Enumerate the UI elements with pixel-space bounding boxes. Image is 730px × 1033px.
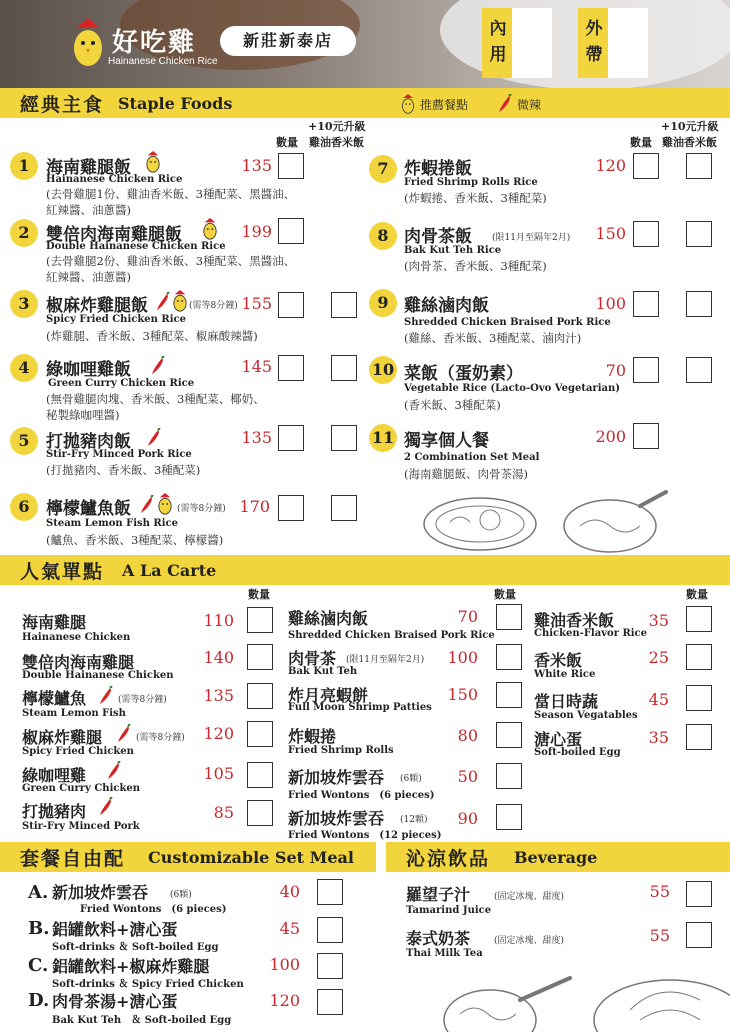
qty-checkbox[interactable] [686, 922, 712, 948]
item-note: (限11月至隔年2月) [346, 655, 425, 665]
item-note: (需等8分鐘) [189, 301, 238, 311]
soup-bowl-illustration [560, 486, 670, 558]
item-name: 打拋豬肉飯 [46, 432, 131, 452]
qty-checkbox[interactable] [278, 218, 304, 244]
item-name-en: Shredded Chicken Braised Pork Rice [288, 630, 495, 641]
qty-header: 數量 [686, 588, 708, 601]
section-title-en: Customizable Set Meal [148, 848, 354, 867]
item-name-en: Green Curry Chicken [22, 783, 141, 794]
item-note: (需等8分鐘) [177, 504, 226, 514]
item-desc: (炸雞腿、香米飯、3種配菜、椒麻酸辣醬) [46, 329, 258, 343]
item-name: 羅望子汁 [406, 885, 471, 904]
chili-icon [155, 292, 171, 312]
item-note: (固定冰塊、甜度) [494, 892, 565, 902]
qty-checkbox[interactable] [686, 724, 712, 750]
item-name-en: Fried Wontons (6 pieces) [288, 790, 435, 801]
upgrade-checkbox[interactable] [686, 291, 712, 317]
item-note: (6顆) [400, 774, 422, 784]
item-price: 135 [203, 686, 234, 705]
item-name-en: Stir-Fry Minced Pork Rice [46, 449, 192, 460]
item-desc: (去骨雞腿1份、雞油香米飯、3種配菜、黑醬油、 [46, 187, 296, 201]
item-price: 80 [457, 726, 478, 745]
item-desc: (炸蝦捲、香米飯、3種配菜) [404, 191, 547, 205]
qty-checkbox[interactable] [278, 292, 304, 318]
item-name: 香米飯 [534, 651, 583, 670]
item-number: 5 [10, 427, 38, 455]
item-name-en: Fried Shrimp Rolls [288, 745, 394, 756]
item-price: 40 [279, 882, 300, 901]
item-name: 肉骨茶飯 [404, 227, 472, 247]
upgrade-checkbox[interactable] [331, 355, 357, 381]
upgrade-header: +10元升級 [661, 120, 719, 133]
item-number: 10 [369, 356, 397, 384]
brand-name: 好吃雞 [112, 28, 197, 58]
item-price: 140 [203, 648, 234, 667]
chili-icon [116, 724, 132, 744]
item-price: 70 [605, 361, 626, 380]
item-name: 椒麻炸雞腿 [22, 728, 103, 747]
item-price: 105 [203, 764, 234, 783]
item-number: 6 [10, 493, 38, 521]
upgrade-header-2: 雞油香米飯 [662, 136, 717, 149]
item-desc: (海南雞腿飯、肉骨茶湯) [404, 467, 528, 481]
item-name: 鋁罐飲料+椒麻炸雞腿 [52, 957, 210, 976]
section-title-en: Beverage [514, 848, 598, 867]
item-note: (需等8分鐘) [136, 733, 185, 743]
item-price: 120 [595, 156, 626, 175]
set-letter: C. [28, 955, 49, 976]
chili-icon [150, 356, 166, 376]
item-name-en: Shredded Chicken Braised Pork Rice [404, 317, 611, 328]
store-name: 新莊新泰店 [220, 26, 356, 56]
qty-checkbox[interactable] [686, 606, 712, 632]
item-name-en: Double Hainanese Chicken Rice [46, 241, 226, 252]
item-name-en: Soft-drinks ＆ Soft-boiled Egg [52, 942, 219, 953]
chili-icon [106, 761, 122, 781]
item-price: 135 [241, 428, 272, 447]
item-name-en: Full Moon Shrimp Patties [288, 702, 432, 713]
item-name-en: Double Hainanese Chicken [22, 670, 174, 681]
item-number: 4 [10, 354, 38, 382]
item-name-en: Fried Shrimp Rolls Rice [404, 177, 538, 188]
item-name: 雞絲滷肉飯 [404, 296, 489, 316]
item-price: 70 [457, 607, 478, 626]
qty-checkbox[interactable] [278, 495, 304, 521]
item-price: 45 [279, 919, 300, 938]
item-name: 當日時蔬 [534, 692, 599, 711]
item-number: 8 [369, 222, 397, 250]
item-name: 鋁罐飲料+溏心蛋 [52, 920, 178, 939]
qty-header: 數量 [276, 136, 298, 149]
item-name: 溏心蛋 [534, 730, 583, 749]
item-number: 1 [10, 152, 38, 180]
chili-icon [146, 428, 162, 448]
item-name: 泰式奶茶 [406, 929, 471, 948]
upgrade-checkbox[interactable] [331, 292, 357, 318]
legend-recommend [400, 94, 468, 114]
chicken-icon [172, 290, 188, 312]
item-price: 155 [241, 294, 272, 313]
item-note: (固定冰塊、甜度) [494, 936, 565, 946]
qty-checkbox[interactable] [686, 644, 712, 670]
chicken-plate-illustration [590, 960, 730, 1032]
item-name-en: Tamarind Juice [406, 905, 492, 916]
item-name: 綠咖哩雞飯 [46, 360, 131, 380]
item-name-en: Vegetable Rice (Lacto-Ovo Vegetarian) [404, 383, 620, 394]
chili-icon [139, 495, 155, 515]
item-name-en: Chicken-Flavor Rice [534, 628, 647, 639]
qty-checkbox[interactable] [496, 644, 522, 670]
item-name-en: Spicy Fried Chicken Rice [46, 314, 186, 325]
dine-in-checkbox[interactable] [512, 8, 552, 78]
item-price: 150 [447, 685, 478, 704]
item-price: 50 [457, 767, 478, 786]
item-name: 雙倍肉海南雞腿 [22, 653, 135, 672]
item-name-en: Fried Wontons (6 pieces) [80, 904, 227, 915]
item-name: 炸蝦捲 [288, 727, 337, 746]
item-name-en: Steam Lemon Fish Rice [46, 518, 178, 529]
qty-checkbox[interactable] [633, 221, 659, 247]
qty-checkbox[interactable] [317, 953, 343, 979]
qty-header: 數量 [248, 588, 270, 601]
item-price: 55 [649, 926, 670, 945]
item-price: 100 [595, 294, 626, 313]
qty-header: 數量 [630, 136, 652, 149]
item-number: 9 [369, 289, 397, 317]
item-price: 199 [241, 222, 272, 241]
legend-label: 推薦餐點 [420, 97, 469, 112]
qty-checkbox[interactable] [247, 607, 273, 633]
qty-checkbox[interactable] [496, 763, 522, 789]
item-price: 35 [648, 611, 669, 630]
section-title: 人氣單點 [20, 561, 105, 583]
upgrade-checkbox[interactable] [331, 425, 357, 451]
upgrade-checkbox[interactable] [686, 153, 712, 179]
dine-in-label: 內用 [489, 19, 507, 65]
item-name: 肉骨茶 [288, 649, 337, 668]
item-price: 100 [447, 648, 478, 667]
menu-header [0, 0, 730, 88]
chicken-icon [145, 151, 161, 173]
item-name-en: Fried Wontons (12 pieces) [288, 830, 442, 841]
item-note: (12顆) [400, 815, 428, 825]
section-title: 沁涼飲品 [406, 848, 491, 870]
item-name: 海南雞腿 [22, 613, 87, 632]
qty-checkbox[interactable] [278, 153, 304, 179]
qty-checkbox[interactable] [633, 357, 659, 383]
item-desc: (打拋豬肉、香米飯、3種配菜) [46, 463, 201, 477]
upgrade-header-2: 雞油香米飯 [309, 136, 364, 149]
dine-in-option[interactable] [482, 8, 552, 78]
item-name: 綠咖哩雞 [22, 766, 87, 785]
beverage-section-header [386, 842, 730, 872]
qty-checkbox[interactable] [247, 683, 273, 709]
qty-checkbox[interactable] [633, 423, 659, 449]
item-name: 椒麻炸雞腿飯 [46, 296, 148, 316]
soup-bowl-illustration [440, 970, 600, 1032]
item-name: 新加坡炸雲吞 [52, 883, 149, 902]
chicken-icon [400, 94, 416, 114]
qty-checkbox[interactable] [247, 800, 273, 826]
staple-section-header [0, 88, 730, 118]
item-name-en: Spicy Fried Chicken [22, 746, 134, 757]
item-name-en: White Rice [534, 669, 596, 680]
qty-checkbox[interactable] [278, 355, 304, 381]
takeout-label: 外帶 [585, 19, 603, 65]
item-name-en: 2 Combination Set Meal [404, 452, 540, 463]
item-name: 雞油香米飯 [534, 611, 615, 630]
item-name-en: Soft-boiled Egg [534, 747, 621, 758]
item-desc: (雞絲、香米飯、3種配菜、滷肉汁) [404, 331, 582, 345]
item-name: 新加坡炸雲吞 [288, 768, 385, 787]
item-price: 90 [457, 809, 478, 828]
set-letter: D. [28, 990, 50, 1011]
chili-icon [98, 797, 114, 817]
item-number: 7 [369, 155, 397, 183]
item-price: 170 [239, 497, 270, 516]
item-name: 肉骨茶湯+溏心蛋 [52, 992, 178, 1011]
item-number: 3 [10, 290, 38, 318]
item-price: 110 [203, 611, 234, 630]
item-name-en: Hainanese Chicken [22, 632, 131, 643]
item-desc: (鱸魚、香米飯、3種配菜、檸檬醬) [46, 533, 224, 547]
upgrade-checkbox[interactable] [331, 495, 357, 521]
item-desc: (肉骨茶、香米飯、3種配菜) [404, 259, 547, 273]
qty-checkbox[interactable] [317, 989, 343, 1015]
qty-checkbox[interactable] [686, 685, 712, 711]
item-desc: 秘製綠咖哩醬) [46, 408, 120, 422]
item-name-en: Hainanese Chicken Rice [46, 174, 183, 185]
qty-checkbox[interactable] [247, 762, 273, 788]
item-price: 135 [241, 156, 272, 175]
item-name-en: Thai Milk Tea [406, 948, 483, 959]
legend-label: 微辣 [517, 97, 542, 112]
item-name: 檸檬鱸魚飯 [46, 499, 131, 519]
takeout-option[interactable] [578, 8, 648, 78]
item-name: 雞絲滷肉飯 [288, 609, 369, 628]
item-desc: (香米飯、3種配菜) [404, 398, 501, 412]
setmeal-section-header [0, 842, 376, 872]
set-letter: B. [28, 918, 50, 939]
qty-checkbox[interactable] [496, 722, 522, 748]
item-name: 炸蝦捲飯 [404, 159, 472, 179]
item-price: 55 [649, 882, 670, 901]
chicken-logo-icon [70, 18, 106, 68]
item-note: (需等8分鐘) [118, 695, 167, 705]
item-name: 檸檬鱸魚 [22, 689, 87, 708]
item-name-en: Bak Kut Teh ＆ Soft-boiled Egg [52, 1015, 232, 1026]
item-name-en: Stir-Fry Minced Pork [22, 821, 140, 832]
chicken-icon [202, 218, 218, 240]
item-price: 150 [595, 224, 626, 243]
item-desc: (去骨雞腿2份、雞油香米飯、3種配菜、黑醬油、 [46, 254, 296, 268]
item-name-en: Green Curry Chicken Rice [48, 378, 195, 389]
rice-bowl-illustration [420, 494, 540, 558]
item-price: 45 [648, 690, 669, 709]
qty-checkbox[interactable] [686, 881, 712, 907]
qty-checkbox[interactable] [317, 879, 343, 905]
upgrade-checkbox[interactable] [686, 357, 712, 383]
qty-checkbox[interactable] [496, 682, 522, 708]
brand-subtitle: Hainanese Chicken Rice [108, 56, 218, 67]
qty-header: 數量 [494, 588, 516, 601]
qty-checkbox[interactable] [278, 425, 304, 451]
item-note: (限11月至隔年2月) [492, 233, 571, 243]
item-number: 2 [10, 219, 38, 247]
qty-checkbox[interactable] [247, 721, 273, 747]
item-price: 120 [269, 991, 300, 1010]
item-name: 獨享個人餐 [404, 431, 489, 451]
section-title: 套餐自由配 [20, 848, 126, 870]
section-title-en: A La Carte [122, 561, 217, 580]
takeout-checkbox[interactable] [608, 8, 648, 78]
item-name-en: Bak Kut Teh Rice [404, 245, 502, 256]
item-price: 25 [648, 648, 669, 667]
item-price: 145 [241, 357, 272, 376]
item-desc: 紅辣醬、油蔥醬) [46, 203, 131, 217]
item-name: 新加坡炸雲吞 [288, 809, 385, 828]
upgrade-header: +10元升級 [308, 120, 366, 133]
item-price: 35 [648, 728, 669, 747]
item-name: 雙倍肉海南雞腿飯 [46, 225, 182, 245]
item-name: 菜飯（蛋奶素） [404, 364, 523, 384]
qty-checkbox[interactable] [496, 804, 522, 830]
item-name: 炸月亮蝦餅 [288, 686, 369, 705]
chili-icon [98, 686, 114, 706]
section-title-en: Staple Foods [118, 94, 233, 113]
chili-icon [497, 94, 513, 114]
chicken-icon [157, 493, 173, 515]
item-note: (6顆) [170, 890, 192, 900]
qty-checkbox[interactable] [317, 917, 343, 943]
item-name-en: Steam Lemon Fish [22, 708, 126, 719]
item-name-en: Bak Kut Teh [288, 666, 358, 677]
item-price: 200 [595, 427, 626, 446]
item-desc: 紅辣醬、油蔥醬) [46, 270, 131, 284]
set-letter: A. [28, 882, 49, 903]
legend-spicy [497, 94, 541, 114]
alacarte-section-header [0, 555, 730, 585]
qty-checkbox[interactable] [247, 644, 273, 670]
upgrade-checkbox[interactable] [686, 221, 712, 247]
item-name: 海南雞腿飯 [46, 158, 131, 178]
item-price: 120 [203, 724, 234, 743]
item-price: 85 [213, 803, 234, 822]
item-name-en: Season Vegatables [534, 710, 638, 721]
section-title: 經典主食 [20, 94, 105, 116]
qty-checkbox[interactable] [496, 604, 522, 630]
item-desc: (無骨雞腿肉塊、香米飯、3種配菜、椰奶、 [46, 392, 265, 406]
item-name: 打拋豬肉 [22, 802, 87, 821]
item-number: 11 [369, 424, 397, 452]
qty-checkbox[interactable] [633, 153, 659, 179]
item-name-en: Soft-drinks ＆ Spicy Fried Chicken [52, 979, 244, 990]
qty-checkbox[interactable] [633, 291, 659, 317]
item-price: 100 [269, 955, 300, 974]
